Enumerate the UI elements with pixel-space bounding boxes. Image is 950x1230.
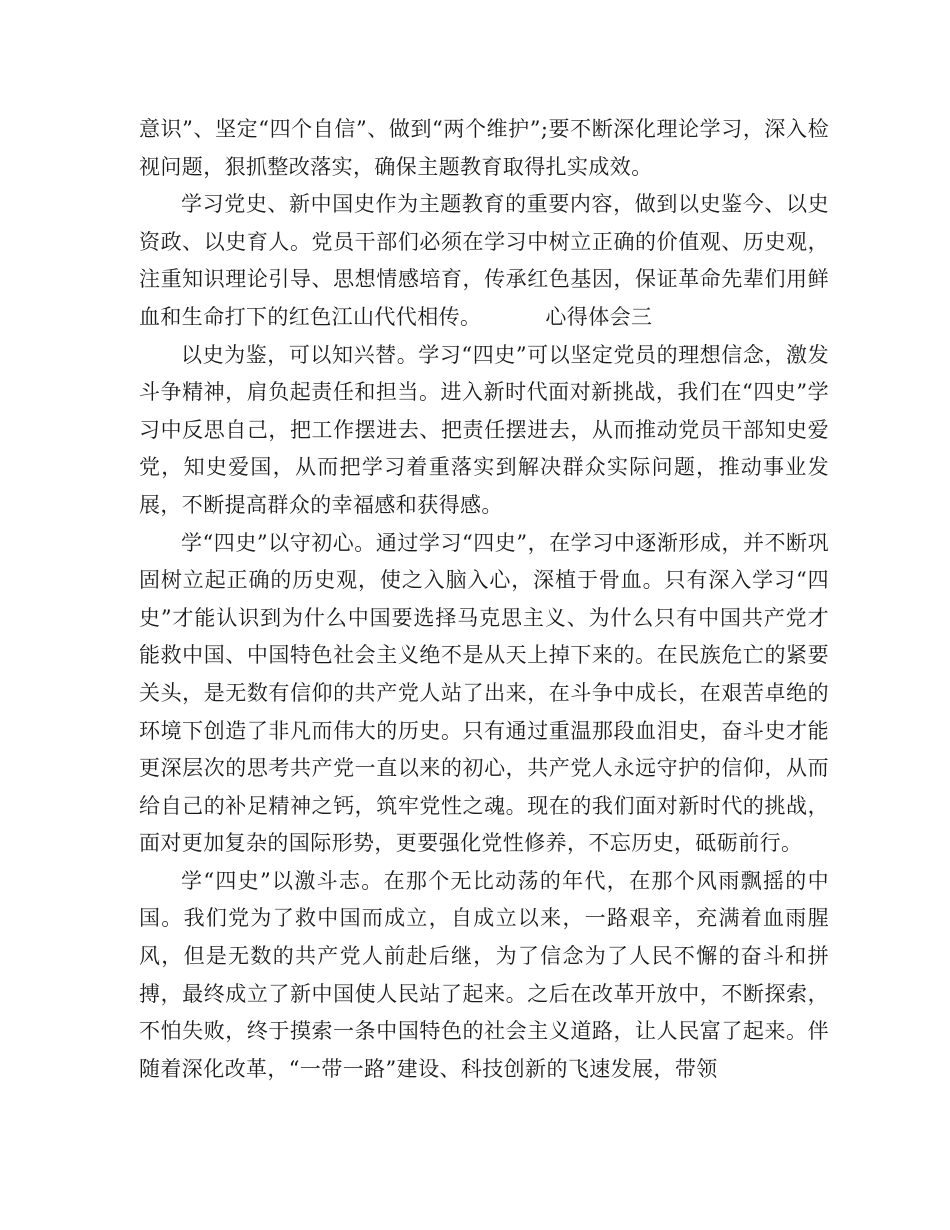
paragraph-3 <box>139 337 829 525</box>
paragraph-3-text: 以史为鉴，可以知兴替。学习“四史”可以坚定党员的理想信念，激发斗争精神，肩负起责任和担当。进入新时代面对新挑战，我们在“四史”学习中反思自己，把工作摆进去、把责任摆进去，从而推动党员干部知史爱党，知史爱国，从而把学习着重落实到解决群众实际问题，推动事业发展，不断提高群众的幸福感和获得感。 <box>139 342 829 517</box>
paragraph-5 <box>139 863 829 1089</box>
paragraph-4 <box>139 525 829 863</box>
paragraph-2 <box>139 186 829 336</box>
document-body <box>139 111 829 1088</box>
paragraph-1 <box>139 111 829 186</box>
paragraph-4-text: 学“四史”以守初心。通过学习“四史”，在学习中逐渐形成，并不断巩固树立起正确的历史观，使之入脑入心，深植于骨血。只有深入学习“四史”才能认识到为什么中国要选择马克思主义、为什么只有中国共产党才能救中国、中国特色社会主义绝不是从天上掉下来的。在民族危亡的紧要关头，是无数有信仰的共产党人站了出来，在斗争中成长，在艰苦卓绝的环境下创造了非凡而伟大的历史。只有通过重温那段血泪史，奋斗史才能更深层次的思考共产党一直以来的初心，共产党人永远守护的信仰，从而给自己的补足精神之钙，筑牢党性之魂。现在的我们面对新时代的挑战，面对更加复杂的国际形势，更要强化党性修养，不忘历史，砥砺前行。 <box>139 530 829 856</box>
paragraph-2-text: 学习党史、新中国史作为主题教育的重要内容，做到以史鉴今、以史资政、以史育人。党员干部们必须在学习中树立正确的价值观、历史观，注重知识理论引导、思想情感培育，传承红色基因，保证革命先辈们用鲜血和生命打下的红色江山代代相传。 <box>139 192 829 329</box>
section-heading: 心得体会三 <box>545 304 653 329</box>
paragraph-5-text: 学“四史”以激斗志。在那个无比动荡的年代，在那个风雨飘摇的中国。我们党为了救中国而成立，自成立以来，一路艰辛，充满着血雨腥风，但是无数的共产党人前赴后继，为了信念为了人民不懈的奋斗和拼搏，最终成立了新中国使人民站了起来。之后在改革开放中，不断探索，不怕失败，终于摸索一条中国特色的社会主义道路，让人民富了起来。伴随着深化改革，“一带一路”建设、科技创新的飞速发展，带领 <box>139 868 829 1081</box>
paragraph-1-text: 意识”、坚定“四个自信”、做到“两个维护”;要不断深化理论学习，深入检视问题，狠抓整改落实，确保主题教育取得扎实成效。 <box>139 117 829 179</box>
